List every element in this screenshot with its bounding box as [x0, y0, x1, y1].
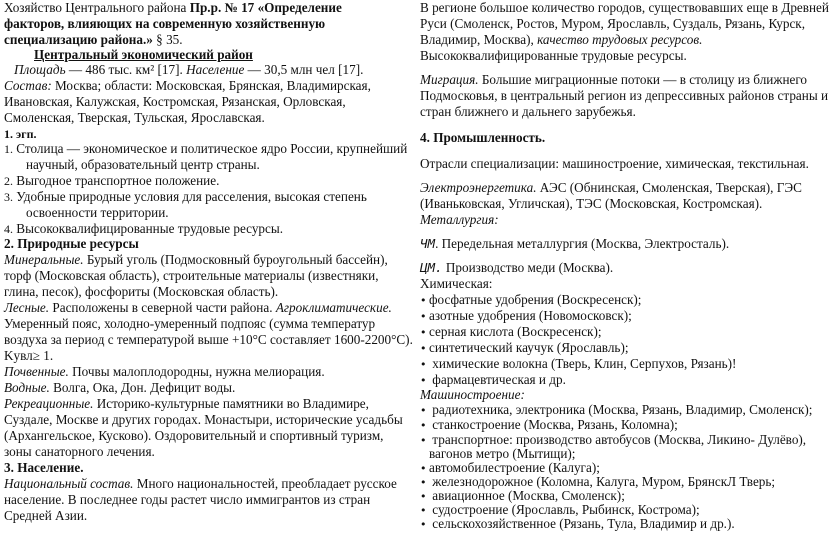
mineral-line-3: глина, песок), фосфориты (Московская область). — [4, 284, 279, 299]
region-heading: Центральный экономический район — [34, 47, 253, 62]
bullet-icon: • — [420, 518, 427, 531]
egp-item-num: 4. — [4, 222, 13, 236]
egp-item — [4, 173, 398, 189]
rec-line-4: зоны санаторного лечения. — [4, 444, 155, 459]
list-item-text: транспортное: производство автобусов (Москва, Ликино- Дулёво), — [429, 432, 807, 447]
nat-res-heading: 2. Природные ресурсы — [4, 236, 139, 251]
bullet-icon: • — [420, 434, 427, 447]
rec-text: Историко-культурные памятники во Владимире, — [93, 396, 369, 411]
egp-item — [4, 141, 408, 157]
doc-title-line-1 — [4, 0, 398, 16]
egp-label: эгп. — [13, 127, 37, 141]
list-item-text: железнодорожное (Коломна, Калуга, Муром, БрянскЛ Тверь; — [429, 474, 776, 489]
metal-label: Металлургия: — [420, 212, 499, 227]
egp-heading — [4, 126, 398, 142]
egp-item-text: Столица — экономическое и политическое ядро России, крупнейший — [13, 141, 408, 156]
list-item-text: синтетический каучук (Ярославль); — [429, 340, 629, 355]
egp-item — [4, 221, 398, 237]
cities-line-1: В регионе большое количество городов, существовавших еще в Древней — [420, 0, 829, 15]
bullet-icon: • — [420, 358, 427, 371]
comp-label: Состав: — [4, 78, 52, 93]
bullet-icon: • — [420, 462, 427, 475]
rec-line-3: (Архангельское, Кусково). Оздоровительный и спортивный туризм, — [4, 428, 384, 443]
egp-item-cont: научный, образовательный центр страны. — [26, 157, 260, 172]
mineral-text: Бурый уголь (Подмосковный буроугольный бассейн), — [83, 252, 388, 267]
migr-text: Большие миграционные потоки — в столицу из ближнего — [478, 72, 808, 87]
left-column — [4, 0, 413, 523]
list-item-text: радиотехника, электроника (Москва, Рязань, Владимир, Смоленск); — [429, 402, 813, 417]
doc-title-bold: Пр.р. № 17 «Определение — [189, 0, 342, 15]
bullet-icon: • — [420, 419, 427, 432]
doc-title-bold-end: специализацию района.» — [4, 32, 153, 47]
list-item-text: авиационное (Москва, Смоленск); — [429, 488, 625, 503]
list-item — [420, 308, 812, 325]
comp-line-3: Смоленская, Тверская, Тульская, Ярославская. — [4, 110, 265, 125]
labor-quality-label: качество трудовых ресурсов. — [537, 32, 703, 47]
water-text: Волга, Ока, Дон. Дефицит воды. — [49, 380, 236, 395]
water-label: Водные. — [4, 380, 50, 395]
egp-item-num: 2. — [4, 174, 13, 188]
egp-item-num: 1. — [4, 142, 13, 156]
doc-title-ref: § 35. — [152, 32, 183, 47]
nat-comp-line-1 — [4, 476, 398, 492]
agro-label: Агроклиматические. — [275, 300, 392, 315]
list-item — [420, 356, 812, 373]
mineral-line-2: торф (Московская область), строительные материалы (известняки, — [4, 268, 379, 283]
egp-item-text: Удобные природные условия для расселения, высокая степень — [13, 189, 367, 204]
egp-item — [4, 189, 398, 205]
list-item-text: станкостроение (Москва, Рязань, Коломна); — [429, 417, 678, 432]
egp-item-text: Высококвалифицированные трудовые ресурсы. — [13, 221, 284, 236]
bullet-icon: • — [420, 490, 427, 503]
industry-heading: 4. Промышленность. — [420, 130, 546, 145]
bullet-icon: • — [420, 404, 427, 417]
doc-title-plain: Хозяйство Центрального района — [4, 0, 190, 15]
cities-line-3 — [420, 32, 812, 48]
bullet-icon: • — [420, 342, 427, 355]
cm-line — [420, 260, 812, 276]
area-label: Площадь — [14, 62, 66, 77]
area-value: — 486 тыс. км² [17]. — [65, 62, 187, 77]
egp-item-num: 3. — [4, 190, 13, 204]
chm-label: ЧМ — [420, 236, 436, 251]
cm-text: Производство меди (Москва). — [442, 260, 614, 275]
nat-comp-text: Много национальностей, преобладает русское — [133, 476, 397, 491]
chem-label: Химическая: — [420, 276, 493, 291]
egp-item-text: Выгодное транспортное положение. — [13, 173, 220, 188]
energy-line-1 — [420, 180, 812, 196]
mineral-line-1 — [4, 252, 398, 268]
climate-line-1: Умеренный пояс, холодно-умеренный подпояс (сумма температур — [4, 316, 376, 331]
area-line — [14, 62, 398, 78]
comp-line-1 — [4, 78, 398, 94]
forest-label: Лесные. — [4, 300, 50, 315]
list-item-text: химические волокна (Тверь, Клин, Серпухов, Рязань)! — [429, 356, 737, 371]
cm-label: ЦМ. — [420, 260, 443, 275]
forest-line — [4, 300, 398, 316]
bullet-icon: • — [420, 326, 427, 339]
bullet-icon: • — [420, 476, 427, 489]
rec-label: Рекреационные. — [4, 396, 94, 411]
list-item-text: автомобилестроение (Калуга); — [429, 460, 600, 475]
list-item-text: судостроение (Ярославль, Рыбинск, Кострома); — [429, 502, 700, 517]
egp-num: 1. — [4, 127, 13, 141]
cities-text: Владимир, Москва), — [420, 32, 538, 47]
energy-text: АЭС (Обнинская, Смоленская, Тверская), ГЭС — [536, 180, 802, 195]
climate-line-2: воздуха за период с температурой выше +10°С составляет 1600-2200°С). — [4, 332, 413, 347]
nat-comp-line-2: население. В последнее годы растет число иммигрантов из стран — [4, 492, 371, 507]
bullet-icon: • — [420, 294, 427, 307]
migr-label: Миграция. — [420, 72, 479, 87]
soil-text: Почвы малоплодородны, нужна мелиорация. — [68, 364, 325, 379]
egp-item-cont: освоенности территории. — [26, 205, 169, 220]
comp-text-1: Москва; области: Московская, Брянская, Владимирская, — [51, 78, 371, 93]
cities-line-2: Руси (Смоленск, Ростов, Муром, Ярославль, Суздаль, Рязань, Курск, — [420, 16, 805, 31]
list-item-text: сельскохозяйственное (Рязань, Тула, Владимир и др.). — [429, 516, 735, 531]
list-item-text: серная кислота (Воскресенск); — [429, 324, 602, 339]
population-heading: 3. Население. — [4, 460, 84, 475]
bullet-icon: • — [420, 374, 427, 387]
energy-label: Электроэнергетика. — [420, 180, 537, 195]
list-item — [420, 516, 812, 533]
list-item-text: фармацевтическая и др. — [429, 372, 566, 387]
bullet-icon: • — [420, 310, 427, 323]
doc-title-line-2: факторов, влияющих на современную хозяйственную — [4, 16, 326, 31]
pop-label: Население — [186, 62, 245, 77]
nat-comp-line-3: Средней Азии. — [4, 508, 88, 523]
chm-text: . Передельная металлургия (Москва, Электросталь). — [435, 236, 730, 251]
chm-line — [420, 236, 812, 252]
doc-title-line-3 — [4, 32, 398, 48]
migr-line-1 — [420, 72, 812, 88]
rec-line-1 — [4, 396, 398, 412]
soil-line — [4, 364, 398, 380]
list-item — [420, 324, 812, 341]
list-item-text: фосфатные удобрения (Воскресенск); — [429, 292, 642, 307]
mineral-label: Минеральные. — [4, 252, 84, 267]
migr-line-3: стран ближнего и дальнего зарубежья. — [420, 104, 636, 119]
spec-line: Отрасли специализации: машиностроение, химическая, текстильная. — [420, 156, 809, 171]
soil-label: Почвенные. — [4, 364, 69, 379]
cities-line-4: Высококвалифицированные трудовые ресурсы. — [420, 48, 687, 63]
list-item-cont: вагонов метро (Мытищи); — [429, 446, 576, 461]
list-item-text: азотные удобрения (Новомосковск); — [429, 308, 632, 323]
water-line — [4, 380, 398, 396]
nat-comp-label: Национальный состав. — [4, 476, 134, 491]
rec-line-2: Суздале, Москве и других городах. Монастыри, исторические усадьбы — [4, 412, 403, 427]
forest-text: Расположены в северной части района. — [49, 300, 276, 315]
bullet-icon: • — [420, 504, 427, 517]
list-item — [420, 292, 812, 309]
migr-line-2: Подмосковья, в центральный регион из депрессивных районов страны и — [420, 88, 829, 103]
comp-line-2: Ивановская, Калужская, Костромская, Рязанская, Орловская, — [4, 94, 346, 109]
k-line: Kувл≥ 1. — [4, 348, 54, 363]
pop-value: — 30,5 млн чел [17]. — [244, 62, 364, 77]
right-column — [420, 0, 829, 531]
mach-label: Машиностроение: — [420, 387, 525, 402]
energy-line-2: (Иваньковская, Угличская), ТЭС (Московская, Костромская). — [420, 196, 763, 211]
list-item — [420, 340, 812, 357]
